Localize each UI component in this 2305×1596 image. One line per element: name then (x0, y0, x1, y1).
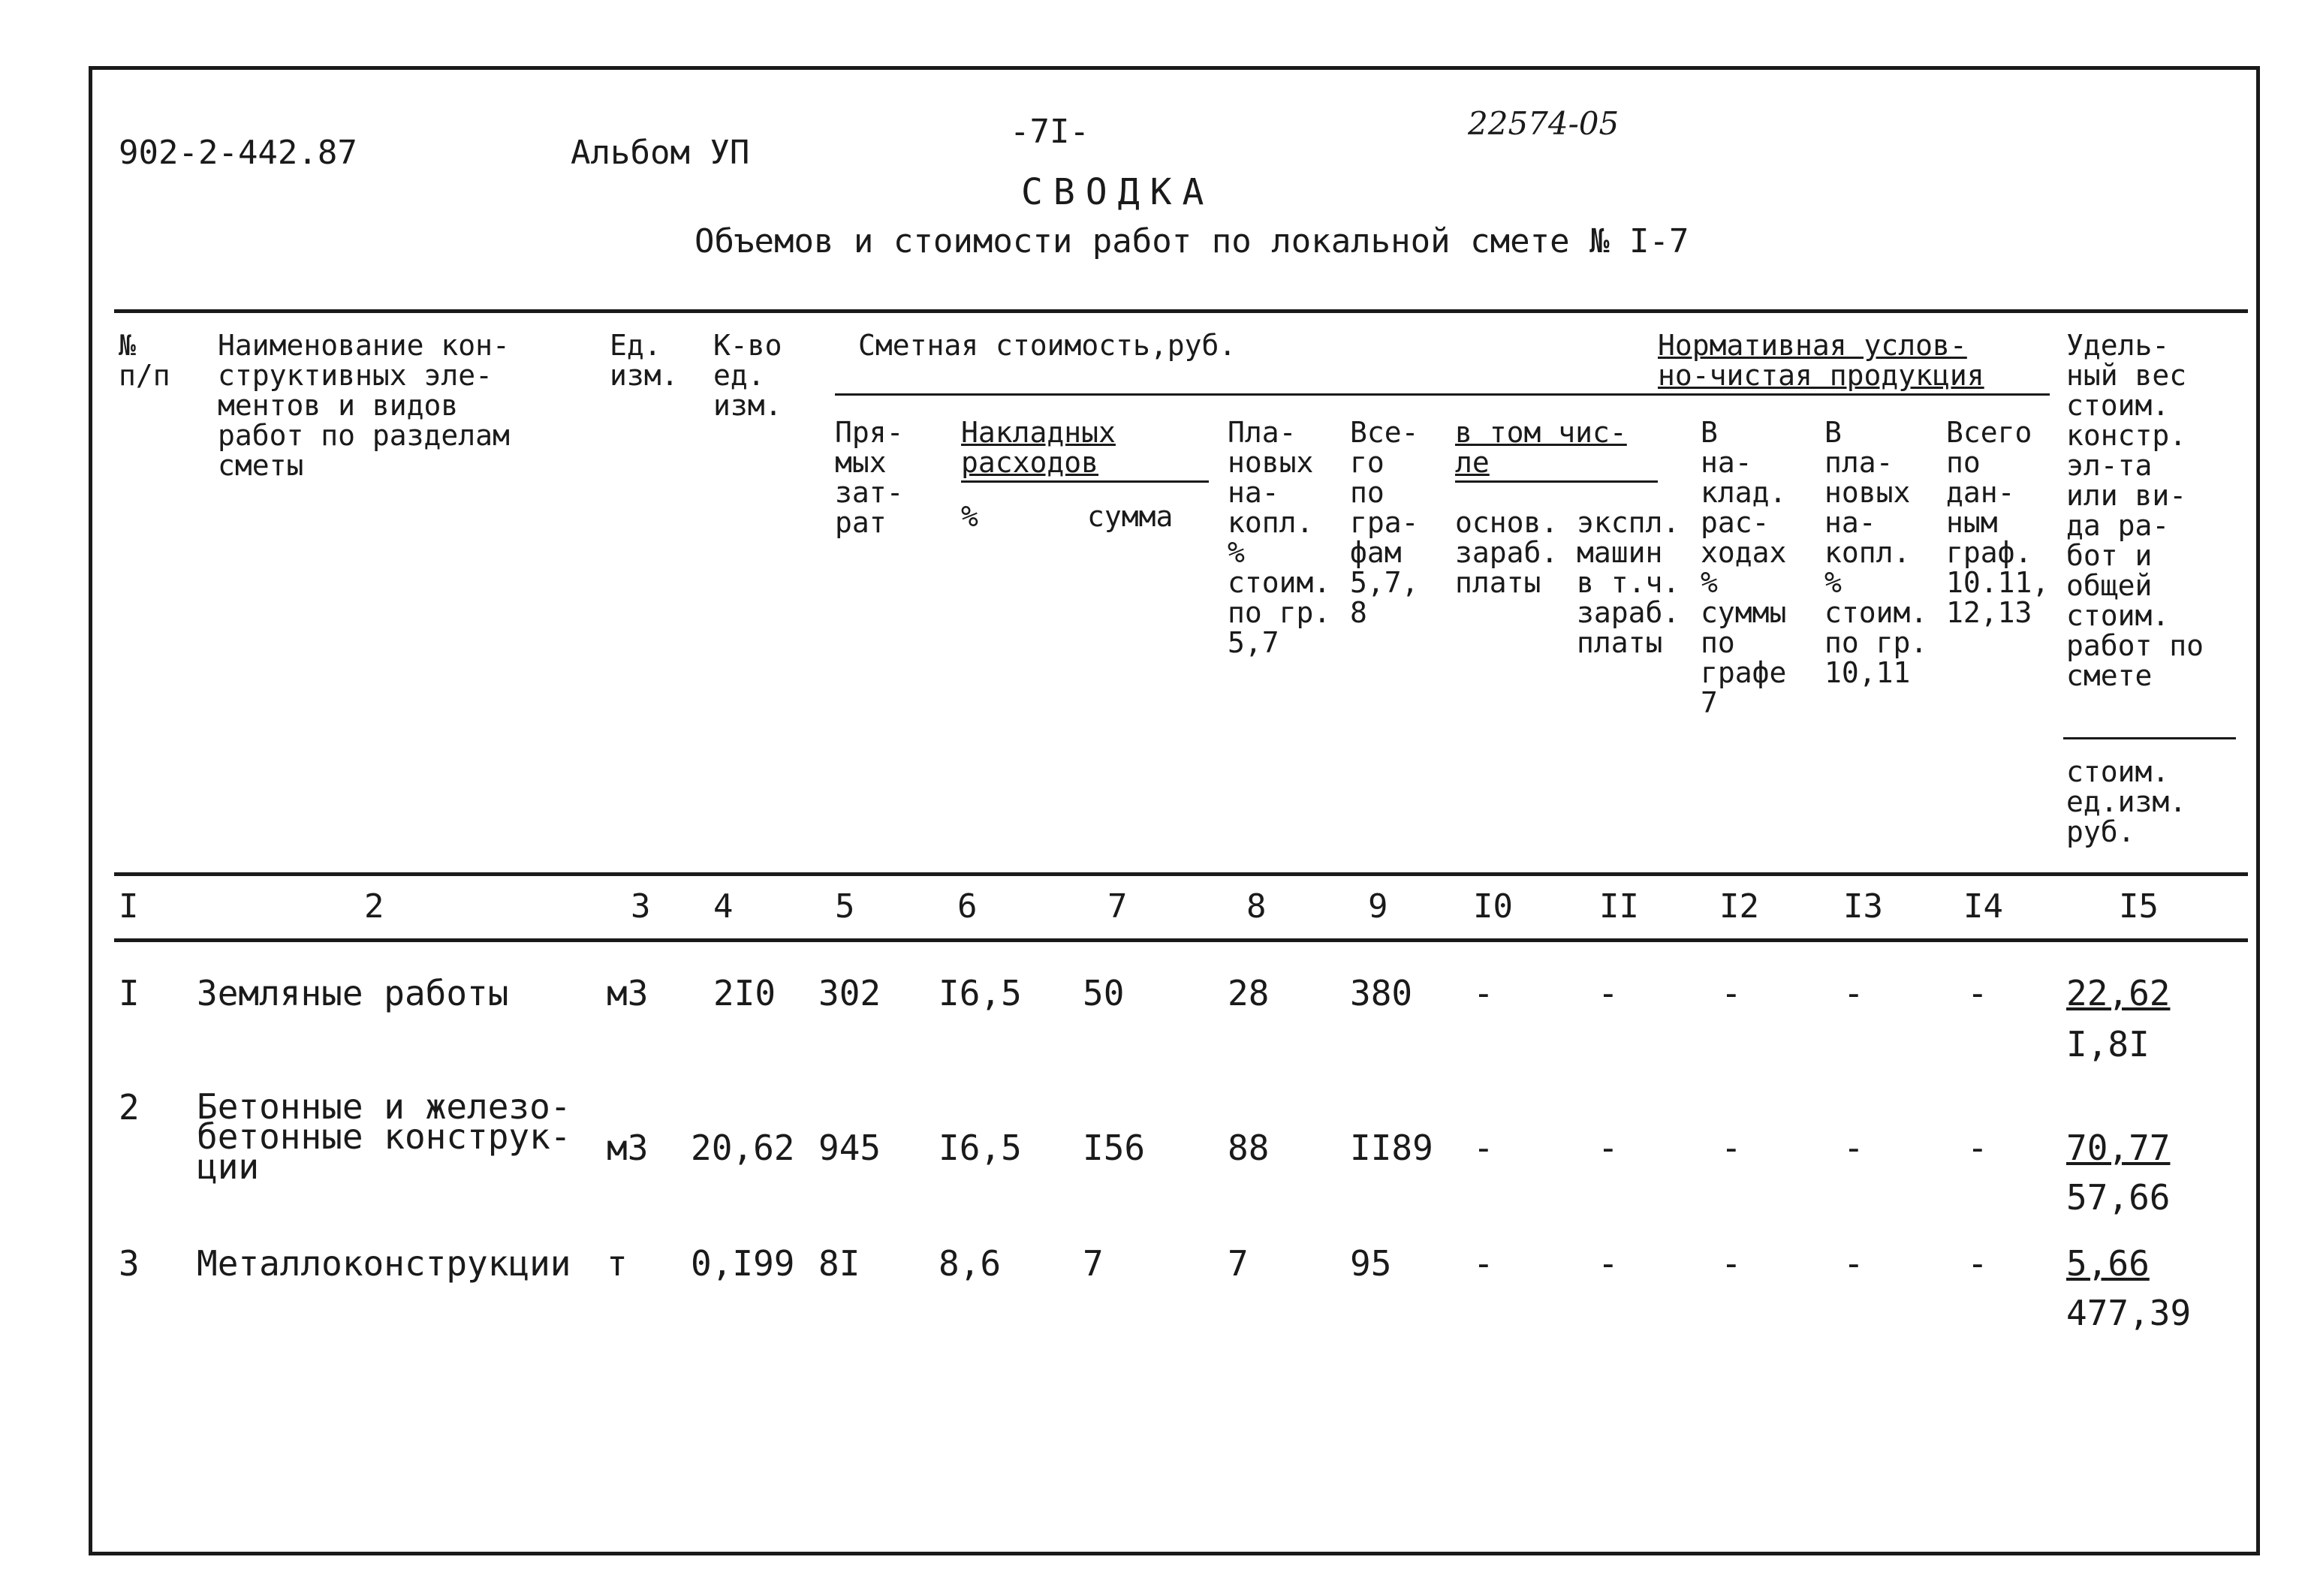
row-unit: м3 (607, 1128, 649, 1168)
col-header-norm-planned: В пла- новых на- копл. % стоим. по гр. 10,11 (1824, 416, 1928, 689)
col-num: I0 (1473, 887, 1513, 926)
row-machines: - (1598, 1243, 1619, 1284)
overhead-rule (961, 480, 1209, 483)
col-num: II (1599, 887, 1639, 926)
page-number: -7I- (1010, 113, 1089, 151)
row-number: 3 (119, 1243, 140, 1284)
c15-rule (2063, 737, 2236, 739)
col-header-direct: Пря- мых зат- рат (835, 416, 904, 539)
col-header-unit-cost: стоим. ед.изм. руб. (2066, 755, 2187, 848)
row-overhead-sum: I56 (1083, 1128, 1146, 1168)
col-header-norm-total: Всего по дан- ным граф. 10.11, 12,13 (1946, 416, 2050, 629)
row-overhead-pct: I6,5 (939, 1128, 1022, 1168)
row-norm-total: - (1967, 1128, 1988, 1168)
col-num: 7 (1107, 887, 1128, 926)
col-num: 5 (835, 887, 855, 926)
row-planned: 7 (1228, 1243, 1249, 1284)
col-num: 4 (713, 887, 734, 926)
col-num: 8 (1246, 887, 1267, 926)
row-direct: 302 (818, 973, 881, 1013)
col-num: 6 (957, 887, 978, 926)
row-planned: 28 (1228, 973, 1270, 1013)
col-num: I (119, 887, 139, 926)
row-quantity: 20,62 (691, 1128, 795, 1168)
row-total: 95 (1350, 1243, 1392, 1284)
row-unit: м3 (607, 973, 649, 1013)
col-num: 2 (364, 887, 384, 926)
page-title: СВОДКА (1021, 171, 1215, 213)
col-header-quantity: К-во ед. изм. (713, 329, 782, 422)
row-wages: - (1473, 973, 1494, 1013)
col-num: I4 (1963, 887, 2003, 926)
row-overhead-pct: 8,6 (939, 1243, 1002, 1284)
col-header-machines: экспл. машин в т.ч. зараб. платы (1577, 506, 1680, 659)
col-header-norm-overhead: В на- клад. рас- ходах % суммы по графе 7 (1701, 416, 1787, 719)
row-share: 70,77 (2066, 1128, 2171, 1168)
row-share: 5,66 (2066, 1243, 2150, 1284)
header-bottom-rule (114, 872, 2248, 876)
col-num: I3 (1843, 887, 1883, 926)
col-header-overhead-group: Накладных расходов (961, 416, 1116, 479)
col-header-incl-group: в том чис- ле (1455, 416, 1627, 479)
row-overhead-pct: I6,5 (939, 973, 1022, 1013)
col-header-total: Все- го по гра- фам 5,7, 8 (1350, 416, 1419, 629)
document-frame (89, 66, 2260, 1555)
row-norm-overhead: - (1721, 973, 1742, 1013)
row-unit-cost: 57,66 (2066, 1177, 2171, 1218)
col-header-planned: Пла- новых на- копл. % стоим. по гр. 5,7 (1228, 416, 1331, 659)
row-name: Земляные работы (197, 973, 509, 1013)
row-machines: - (1598, 973, 1619, 1013)
col-header-overhead-pct: % (961, 500, 978, 533)
col-num: 3 (631, 887, 651, 926)
col-header-overhead-sum: сумма (1087, 500, 1174, 533)
row-unit-cost: I,8I (2066, 1024, 2150, 1065)
row-total: II89 (1350, 1128, 1433, 1168)
group-rule (835, 393, 2050, 396)
page-subtitle: Объемов и стоимости работ по локальной смете № I-7 (695, 222, 1689, 260)
row-machines: - (1598, 1128, 1619, 1168)
col-header-number: № п/п (119, 329, 170, 392)
row-direct: 8I (818, 1243, 860, 1284)
col-header-unit: Ед. изм. (610, 329, 679, 392)
col-header-wages: основ. зараб. платы (1455, 506, 1559, 599)
table-top-rule (114, 309, 2248, 313)
row-wages: - (1473, 1128, 1494, 1168)
row-share: 22,62 (2066, 973, 2171, 1013)
row-number: 2 (119, 1087, 140, 1128)
row-quantity: 2I0 (713, 973, 776, 1013)
row-norm-overhead: - (1721, 1243, 1742, 1284)
col-num: I5 (2119, 887, 2159, 926)
row-planned: 88 (1228, 1128, 1270, 1168)
row-direct: 945 (818, 1128, 881, 1168)
row-norm-planned: - (1843, 1128, 1864, 1168)
project-code: 902-2-442.87 (119, 134, 357, 172)
row-norm-overhead: - (1721, 1128, 1742, 1168)
row-norm-planned: - (1843, 973, 1864, 1013)
reference-number: 22574-05 (1468, 105, 1620, 142)
row-wages: - (1473, 1243, 1494, 1284)
row-number: I (119, 973, 140, 1013)
row-norm-planned: - (1843, 1243, 1864, 1284)
row-overhead-sum: 7 (1083, 1243, 1104, 1284)
col-header-name: Наименование кон- структивных эле- ментов и видов работ по разделам сметы (218, 329, 510, 482)
col-num: I2 (1719, 887, 1759, 926)
incl-rule (1455, 480, 1658, 483)
album-label: Альбом УП (571, 134, 750, 172)
row-norm-total: - (1967, 1243, 1988, 1284)
row-norm-total: - (1967, 973, 1988, 1013)
col-header-norm-group: Нормативная услов- но-чистая продукция (1658, 329, 1984, 392)
numbers-bottom-rule (114, 938, 2248, 942)
row-unit: т (607, 1243, 628, 1284)
row-name: Бетонные и железо- бетонные конструк- ции (197, 1086, 571, 1187)
row-name: Металлоконструкции (197, 1243, 571, 1284)
col-header-share: Удель- ный вес стоим. констр. эл-та или ви- да ра- бот и общей стоим. работ по смете (2066, 329, 2204, 692)
col-header-cost-group: Сметная стоимость,руб. (858, 329, 1237, 362)
row-overhead-sum: 50 (1083, 973, 1125, 1013)
row-quantity: 0,I99 (691, 1243, 795, 1284)
row-unit-cost: 477,39 (2066, 1293, 2192, 1333)
row-total: 380 (1350, 973, 1413, 1013)
col-num: 9 (1368, 887, 1388, 926)
